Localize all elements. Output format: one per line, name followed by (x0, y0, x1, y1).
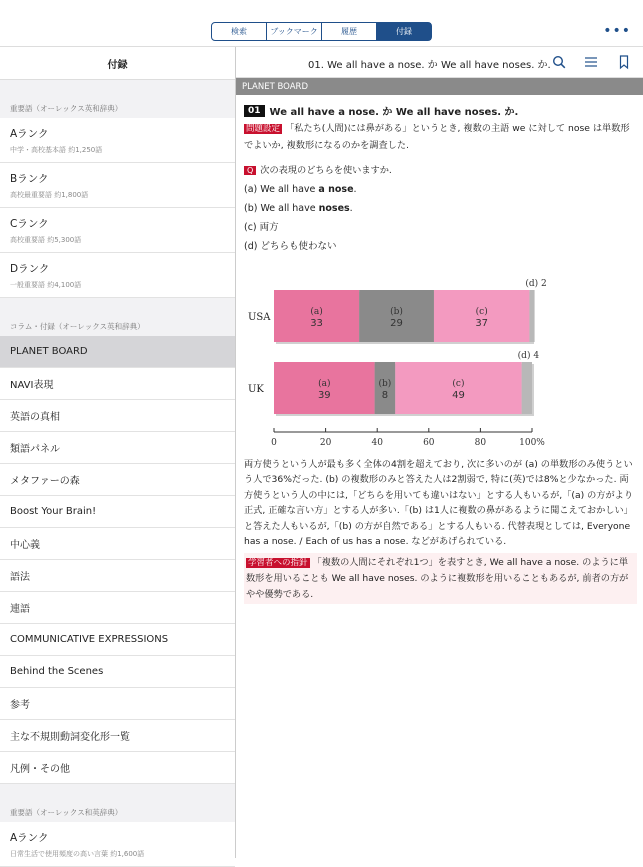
top-bar (0, 0, 643, 47)
rank-title: Aランク (10, 127, 49, 140)
segment-label: (a) (318, 378, 331, 389)
japanese-rank-item[interactable] (0, 822, 235, 867)
advice-paragraph (244, 553, 637, 605)
x-tick-label: 100% (519, 437, 545, 448)
sidebar-nav-item[interactable]: 参考 (0, 688, 235, 720)
english-rank-item[interactable] (0, 253, 235, 298)
bar-segment-d (522, 362, 532, 414)
option-emphasis: a nose (318, 183, 354, 195)
x-tick-label: 60 (423, 437, 435, 448)
more-dots-icon[interactable]: ••• (603, 23, 631, 39)
advice-tag: 学習者への指針 (248, 557, 308, 568)
tab-history[interactable]: 履歴 (322, 23, 377, 40)
sidebar-nav-item[interactable]: COMMUNICATIVE EXPRESSIONS (0, 624, 235, 656)
segment-value: 39 (317, 389, 331, 401)
segment-value: 33 (310, 317, 323, 329)
segment-value: 8 (381, 389, 389, 401)
sidebar-nav-item[interactable]: NAVI表現 (0, 368, 235, 400)
rank-subtitle: 一般重要語 約4,100語 (10, 280, 82, 289)
rank-title: Cランク (10, 217, 49, 230)
option-text: (c) 両方 (244, 221, 279, 233)
answer-option (244, 199, 637, 218)
option-suffix: . (353, 183, 357, 195)
setting-text: 「私たち(人間)には鼻がある」というとき, 複数の主語 we に対して nose は単数形でよいか, 複数形になるのかを調査した. (244, 123, 630, 151)
segment-label: (d) 2 (525, 278, 547, 289)
rank-title: Dランク (10, 262, 50, 275)
category-label: UK (248, 383, 264, 395)
segment-label: (a) (310, 306, 323, 317)
setting-tag: 問題設定 (246, 124, 281, 134)
sidebar (0, 47, 236, 858)
option-text: (a) We all have (244, 183, 319, 195)
sidebar-nav-item[interactable]: Boost Your Brain! (0, 496, 235, 528)
x-tick-label: 0 (271, 437, 277, 448)
sidebar-nav-item[interactable]: 主な不規則動詞変化形一覧 (0, 720, 235, 752)
rank-title: Aランク (10, 831, 49, 844)
rank-subtitle: 日常生活で使用頻度の高い言葉 約1,600語 (10, 849, 145, 858)
list-icon[interactable] (584, 55, 598, 69)
category-label: USA (248, 311, 271, 323)
option-emphasis: noses (318, 202, 350, 214)
answer-option (244, 237, 637, 256)
entry-header-title: 01. We all have a nose. か We all have noses. か. (308, 60, 551, 71)
section-band: PLANET BOARD (236, 78, 643, 95)
rank-subtitle: 高校重要語 約5,300語 (10, 235, 82, 244)
english-rank-item[interactable] (0, 163, 235, 208)
option-text: (b) We all have (244, 202, 319, 214)
answer-option (244, 218, 637, 237)
content-header (236, 47, 643, 78)
setting-paragraph (244, 121, 637, 153)
english-rank-item[interactable] (0, 208, 235, 253)
section-header-columns: コラム・付録（オーレックス英和辞典） (10, 322, 145, 331)
advice-text: 「複数の人間にそれぞれ1つ」を表すとき, We all have a nose. のように単数形を用いることも We all have noses. のように複数形を用いることもあるが, 前者の方がやや優勢である. (246, 556, 629, 600)
sidebar-nav-item[interactable]: 類語パネル (0, 432, 235, 464)
sidebar-nav-item[interactable]: 中心義 (0, 528, 235, 560)
rank-subtitle: 高校最重要語 約1,800語 (10, 190, 89, 199)
section-header-english-words: 重要語（オーレックス英和辞典） (10, 104, 123, 113)
option-text: (d) どちらも使わない (244, 240, 337, 252)
segment-label: (d) 4 (517, 350, 540, 361)
answer-option (244, 180, 637, 199)
question-text: 次の表現のどちらを使いますか. (260, 165, 392, 176)
question-tag: Q (244, 166, 256, 175)
result-paragraph: 両方使うという人が最も多く全体の4割を超えており, 次に多いのが (a) の単数形のみ使うという人で36%だった. (b) の複数形のみと答えた人は2割弱で, 特に(英)では8%と少なかった. 両方使うという人の中には,「どちらを用いても違いはない」とする人もいるが,「(a) の方がより正式, 正確な言い方」とする人が多い.「(b) は1人に複数の鼻があるように聞こえておかしい」と答えた人もいるが,「(b) の方が自然である」とする人もいる. 代替表現としては, Everyone has a nose. / Each of us has a nose. などがあげられている. (244, 458, 634, 547)
entry-number: 01 (244, 105, 265, 117)
entry-content (236, 78, 643, 858)
tab-appendix[interactable]: 付録 (377, 23, 431, 40)
english-rank-item[interactable] (0, 118, 235, 163)
segment-value: 29 (390, 317, 403, 329)
search-icon[interactable] (552, 55, 566, 69)
x-tick-label: 20 (319, 437, 332, 448)
tab-search[interactable]: 検索 (212, 23, 267, 40)
sidebar-nav-item[interactable]: 英語の真相 (0, 400, 235, 432)
x-tick-label: 40 (371, 437, 383, 448)
segment-label: (c) (475, 306, 488, 317)
segment-value: 49 (452, 389, 465, 401)
question-line (244, 163, 637, 179)
x-tick-label: 80 (474, 437, 487, 448)
segmented-control (211, 22, 432, 41)
entry-heading (244, 103, 637, 118)
segment-label: (b) (378, 378, 392, 389)
tab-bookmark[interactable]: ブックマーク (267, 23, 322, 40)
segment-label: (b) (390, 306, 403, 317)
sidebar-nav-item[interactable]: Behind the Scenes (0, 656, 235, 688)
bookmark-icon[interactable] (617, 55, 631, 69)
bar-segment-d (529, 290, 534, 342)
segment-value: 37 (475, 317, 489, 329)
sidebar-nav-item[interactable]: 語法 (0, 560, 235, 592)
sidebar-nav-item[interactable]: 連語 (0, 592, 235, 624)
sidebar-title: 付録 (0, 47, 235, 80)
rank-subtitle: 中学・高校基本語 約1,250語 (10, 145, 103, 154)
survey-chart (244, 266, 547, 451)
section-header-japanese-words: 重要語（オーレックス和英辞典） (10, 808, 123, 817)
sidebar-nav-item[interactable]: PLANET BOARD (0, 336, 235, 368)
option-suffix: . (349, 202, 353, 214)
segment-label: (c) (452, 378, 465, 389)
sidebar-nav-item[interactable]: メタファーの森 (0, 464, 235, 496)
entry-title: We all have a nose. か We all have noses. か. (269, 107, 519, 118)
rank-title: Bランク (10, 172, 49, 185)
sidebar-nav-item[interactable]: 凡例・その他 (0, 752, 235, 784)
